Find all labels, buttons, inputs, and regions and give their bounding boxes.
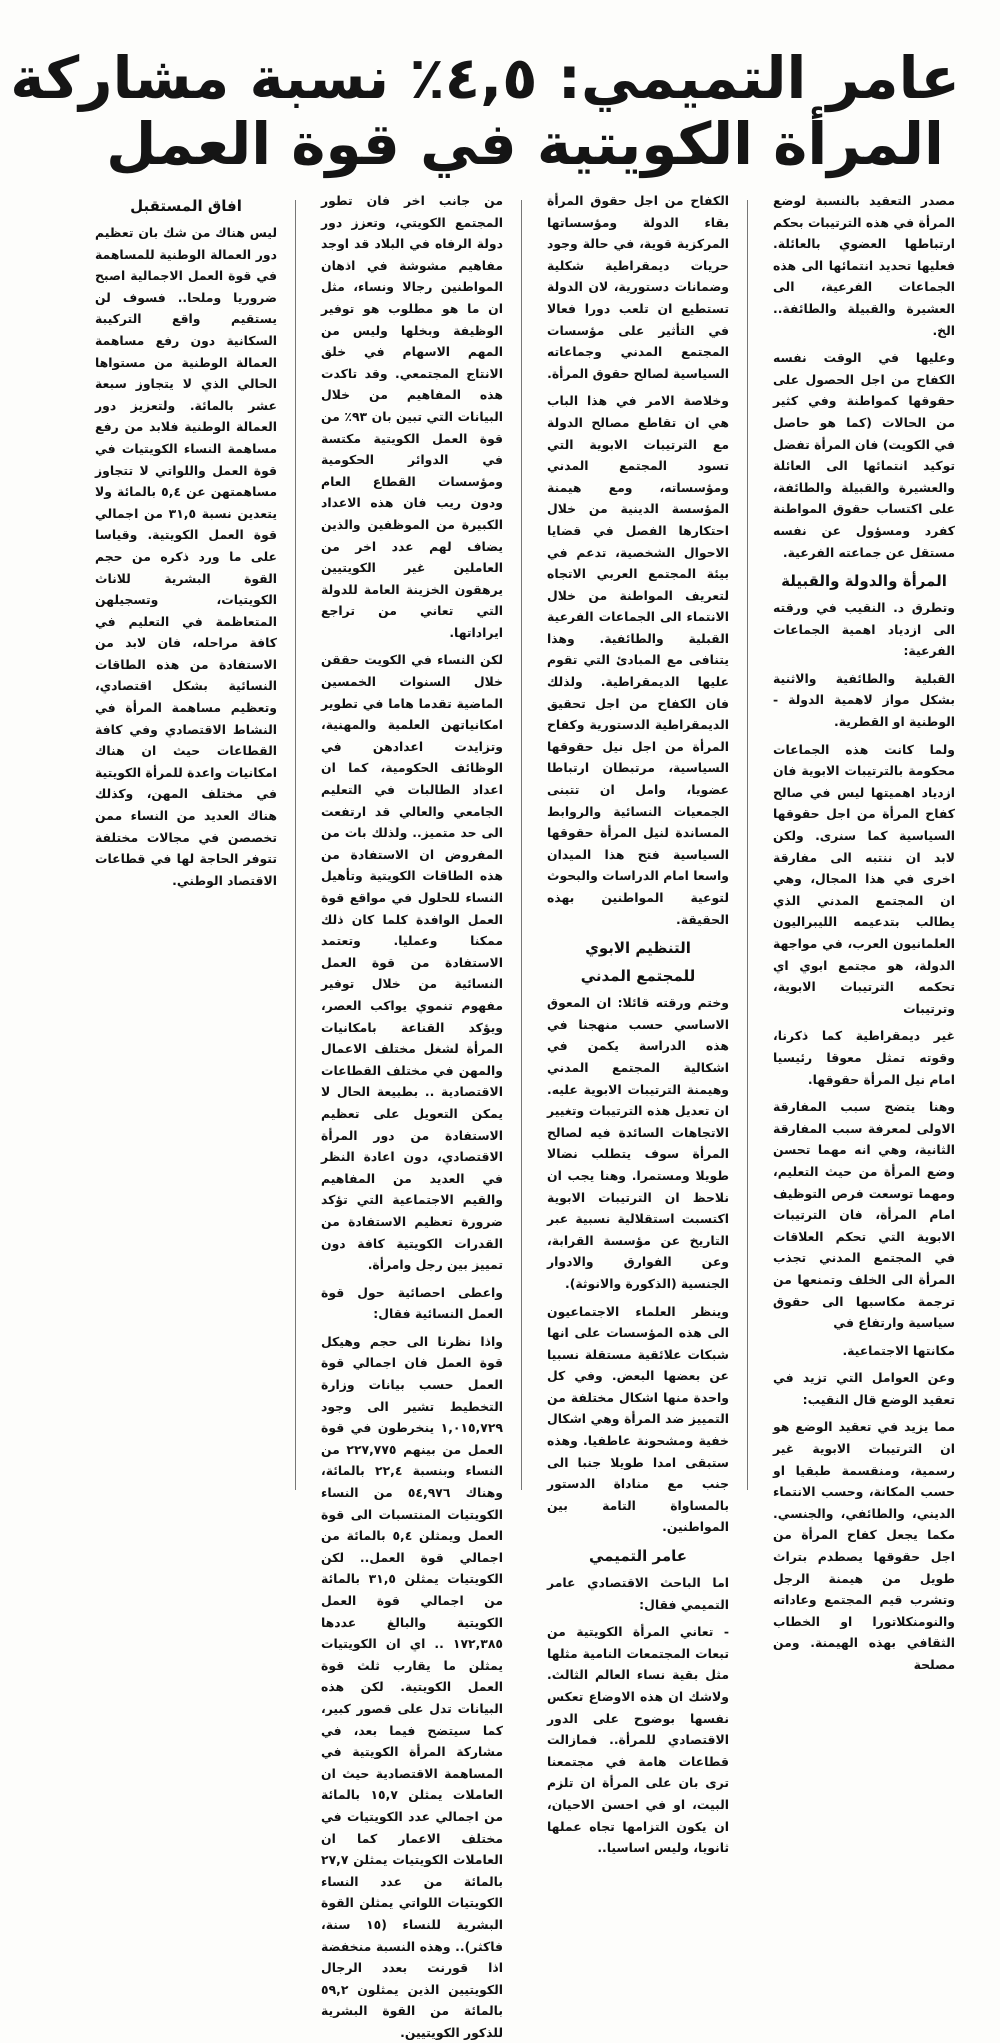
paragraph: الكفاح من اجل حقوق المرأة بقاء الدولة ومؤسساتها المركزية قوية، في حالة وجود حريات ديمقراطية شكلية وضمانات دستورية، لان الدولة تستطيع ان تلعب دورا فعالا في التأثير على مؤسسات المجتمع المدني وجماعاته السياسية لصالح حقوق المرأة.	[547, 193, 729, 381]
paragraph: مما يزيد في تعقيد الوضع هو ان الترتيبات الابوية غير رسمية، ومنقسمة طبقيا او حسب المكانة، وحسب الانتماء الديني، والطائفي، والجنسي. مكما يجعل كفاح المرأة من اجل حقوقها يصطدم بتراث طويل من هيمنة الرجل وتشرب قيم المجتمع وعاداته والنومنكلاتورا او الخطاب الثقافي بهذه الهيمنة. ومن مصلحة	[773, 1419, 955, 1672]
paragraph: اما الباحث الاقتصادي عامر التميمي فقال:	[547, 1575, 729, 1612]
paragraph: لكن النساء في الكويت حققن خلال السنوات الخمسين الماضية تقدما هاما في تطوير امكانياتهن العلمية والمهنية، وتزايدت اعدادهن في الوظائف الحكومية، كما ان اعداد الطالبات في التعليم الجامعي والعالي قد ارتفعت الى حد متميز.. ولذلك بات من المفروض ان الاستفادة من هذه الطاقات الكويتية وتأهيل النساء للحلول في مواقع قوة العمل الوافدة كلما كان ذلك ممكنا وعمليا. وتعتمد الاستفادة من قوة العمل النسائية من خلال توفير مفهوم تنموي يواكب العصر، ويؤكد القناعة بامكانيات المرأة لشغل مختلف الاعمال والمهن في مختلف القطاعات الاقتصادية .. بطبيعة الحال لا يمكن التعويل على تعظيم الاستفادة من دور المرأة الاقتصادي، دون اعادة النظر في العديد من المفاهيم والقيم الاجتماعية التي تؤكد ضرورة تعظيم الاستفادة من القدرات الكويتية كافة دون تمييز بين رجل وامرأة.	[321, 652, 503, 1273]
paragraph: وتطرق د. النقيب في ورقته الى ازدياد اهمية الجماعات الفرعية:	[773, 600, 955, 659]
subheading: التنظيم الابوي	[585, 939, 691, 958]
column-rule	[295, 200, 296, 1490]
paragraph: مكانتها الاجتماعية.	[842, 1342, 955, 1358]
column-3	[321, 190, 503, 2040]
paragraph: واذا نظرنا الى حجم وهيكل قوة العمل فان اجمالي قوة العمل حسب بيانات وزارة التخطيط تشير الى وجود ١,٠١٥,٧٢٩ ينخرطون في قوة العمل من بينهم ٢٢٧,٧٧٥ من النساء وبنسبة ٢٢,٤ بالمائة، وهناك ٥٤,٩٧٦ من النساء الكويتيات المنتسبات الى قوة العمل ويمثلن ٥,٤ بالمائة من اجمالي قوة العمل.. لكن الكويتيات يمثلن ٣١,٥ بالمائة من اجمالي قوة العمل الكويتية والبالغ عددها ١٧٢,٣٨٥ .. اي ان الكويتيات يمثلن ما يقارب ثلث قوة العمل الكويتية. لكن هذه البيانات تدل على قصور كبير، كما سيتضح فيما بعد، في مشاركة المرأة الكويتية في المساهمة الاقتصادية حيث ان العاملات يمثلن ١٥,٧ بالمائة من اجمالي عدد الكويتيات في مختلف الاعمار كما ان العاملات الكويتيات يمثلن ٢٧,٧ بالمائة من عدد النساء الكويتيات اللواتي يمثلن القوة البشرية للنساء (١٥ سنة، فاكثر).. وهذه النسبة منخفضة اذا قورنت بعدد الرجال الكويتيين الذين يمثلون ٥٩,٢ بالمائة من القوة البشرية للذكور الكويتيين.	[321, 1333, 503, 2040]
paragraph: ليس هناك من شك بان تعظيم دور العمالة الوطنية للمساهمة في قوة العمل الاجمالية اصبح ضروريا وملحا.. فسوف لن يستقيم واقع التركيبة السكانية دون رفع مساهمة العمالة الوطنية من مستواها الحالي الذي لا يتجاوز سبعة عشر بالمائة. ولتعزيز دور العمالة الوطنية فلابد من رفع مساهمة النساء الكويتيات في قوة العمل واللواتي لا تتجاوز مساهمتهن عن ٥,٤ بالمائة ولا يتعدين نسبة ٣١,٥ من اجمالي قوة العمل الكويتية. وقياسا على ما ورد ذكره من حجم القوة البشرية للاناث الكويتيات، وتسجيلهن المتعاظمة في التعليم في كافة مراحله، فان لابد من الاستفادة من هذه الطاقات النسائية بشكل اقتصادي، وتعظيم مساهمة المرأة في النشاط الاقتصادي وفي كافة القطاعات حيث ان هناك امكانيات واعدة للمرأة الكويتية في مختلف المهن، وكذلك هناك العديد من النساء ممن تخصصن في مجالات مختلفة تتوفر الحاجة لها في قطاعات الاقتصاد الوطني.	[95, 225, 277, 888]
paragraph: وختم ورقته قائلا: ان المعوق الاساسي حسب منهجنا في هذه الدراسة يكمن في اشكالية المجتمع المدني وهيمنة الترتيبات الابوية عليه. ان تعديل هذه الترتيبات وتغيير الاتجاهات السائدة فيه لصالح المرأة سوف يتطلب نضالا طويلا ومستمرا. وهنا يجب ان نلاحظ ان الترتيبات الابوية اكتسبت استقلالية نسبية عبر التاريخ عن مؤسسة القرابة، وعن الفوارق والادوار الجنسية (الذكورة والانوثة).	[547, 995, 729, 1291]
paragraph: وينظر العلماء الاجتماعيون الى هذه المؤسسات على انها شبكات علائقية مستقلة نسبيا عن بعضها البعض. وفي كل واحدة منها اشكال مختلفة من التمييز ضد المرأة وهي اشكال خفية ومشحونة عاطفيا. وهذه ستبقى امدا طويلا جنبا الى جنب مع مناداة الدستور بالمساواة التامة بين المواطنين.	[547, 1303, 729, 1535]
paragraph: غير ديمقراطية كما ذكرنا، وقوته تمثل معوقا رئيسيا امام نيل المرأة حقوقها.	[773, 1028, 955, 1087]
headline-line-2: المرأة الكويتية في قوة العمل	[106, 110, 944, 178]
headline-line-1: عامر التميمي: ٤,٥٪ نسبة مشاركة	[10, 44, 960, 112]
paragraph: وعن العوامل التي تزيد في تعقيد الوضع قال النقيب:	[773, 1370, 955, 1407]
paragraph: واعطى احصائية حول قوة العمل النسائية فقال:	[321, 1284, 503, 1322]
column-1	[773, 190, 955, 1672]
paragraph: مصدر التعقيد بالنسبة لوضع المرأة في هذه الترتيبات بحكم ارتباطها العضوي بالعائلة. فعليها تحديد انتمائها الى هذه الجماعات الفرعية، الى العشيرة والقبيلة والطائفة.. الخ.	[773, 193, 955, 338]
column-4	[95, 190, 277, 1510]
subheading: المرأة والدولة والقبيلة	[781, 572, 947, 591]
paragraph: من جانب اخر فان تطور المجتمع الكويتي، وتعزز دور دولة الرفاه في البلاد قد اوجد مفاهيم مشوشة في اذهان المواطنين رجالا ونساء، مثل ان ما هو مطلوب هو توفير الوظيفة وبخلها وليس من المهم الاسهام في خلق الانتاج المجتمعي. وقد تاكدت هذه المفاهيم من خلال البيانات التي تبين بان ٩٣٪ من قوة العمل الكويتية مكتسة في الدوائر الحكومية ومؤسسات القطاع العام ودون ريب فان هذه الاعداد الكبيرة من الموظفين والذين يضاف لهم عدد اخر من العاملين غير الكويتيين يرهقون الخزينة العامة للدولة التي تعاني من تراجع ايراداتها.	[321, 193, 503, 640]
subheading: افاق المستقبل	[130, 197, 242, 215]
paragraph: وعليها في الوقت نفسه الكفاح من اجل الحصول على حقوقها كمواطنة وفي كثير من الحالات (كما هو حاصل في الكويت) فان المرأة تفضل توكيد انتمائها الى العائلة والعشيرة والقبيلة والطائفة، على اكتساب حقوق المواطنة كفرد ومسؤول عن نفسه مستقل عن جماعته الفرعية.	[773, 350, 955, 560]
column-2	[547, 190, 729, 1856]
paragraph: وخلاصة الامر في هذا الباب هي ان تقاطع مصالح الدولة مع الترتيبات الابوية التي تسود المجتمع المدني ومؤسساته، ومع هيمنة المؤسسة الدينية من خلال احتكارها الفصل في قضايا الاحوال الشخصية، تدعم في بيئة المجتمع العربي الاتجاه لتعريف المواطنة من خلال الانتماء الى الجماعات الفرعية القبلية والطائفية. وهذا يتنافى مع المبادئ التي تقوم عليها الديمقراطية. ولذلك فان الكفاح من اجل تحقيق الديمقراطية الدستورية وكفاح المرأة من اجل نيل حقوقها السياسية، مرتبطان ارتباطا عضويا، وامل ان تتبنى الجمعيات النسائية والروابط المساندة لنيل المرأة حقوقها السياسية فتح هذا الميدان واسعا امام الدراسات والبحوث لتوعية المواطنين بهذه الحقيقة.	[547, 393, 729, 927]
paragraph: القبلية والطائفية والاثنية بشكل مواز لاهمية الدولة - الوطنية او القطرية.	[773, 670, 955, 730]
paragraph: ولما كانت هذه الجماعات محكومة بالترتيبات الابوية فان ازدياد اهميتها ليس في صالح كفاح المرأة من اجل حقوقها السياسية كما سنرى. ولكن لابد ان ننتبه الى مفارقة اخرى في هذا المجال، وهي ان المجتمع المدني الذي يطالب بتدعيمه الليبراليون العلمانيون العرب، في مواجهة الدولة، هو مجتمع ابوي اي تحكمه الترتيبات الابوية، وترتيبات	[773, 741, 955, 1016]
column-rule	[521, 200, 522, 1490]
column-rule	[747, 200, 748, 1490]
article-columns	[60, 190, 955, 2040]
paragraph: وهنا يتضح سبب المفارقة الاولى لمعرفة سبب المفارقة الثانية، وهي انه مهما تحسن وضع المرأة من حيث التعليم، ومهما توسعت فرص التوظيف امام المرأة، فان الترتيبات الابوية التي تحكم العلاقات في المجتمع المدني تجذب المرأة الى الخلف وتمنعها من ترجمة مكاسبها الى حقوق سياسية وارتفاع في	[773, 1099, 955, 1331]
subheading: عامر التميمي	[588, 1547, 688, 1566]
subheading: للمجتمع المدني	[580, 967, 696, 986]
paragraph: - تعاني المرأة الكويتية من تبعات المجتمعات النامية مثلها مثل بقية نساء العالم الثالث. ولاشك ان هذه الاوضاع تعكس نفسها بوضوح على الدور الاقتصادي للمرأة.. فمازالت قطاعات هامة في مجتمعنا ترى بان على المرأة ان تلزم البيت، او في احسن الاحيان، ان يكون التزامها تجاه عملها ثانويا، وليس اساسيا..	[547, 1624, 729, 1856]
headline	[10, 44, 960, 185]
